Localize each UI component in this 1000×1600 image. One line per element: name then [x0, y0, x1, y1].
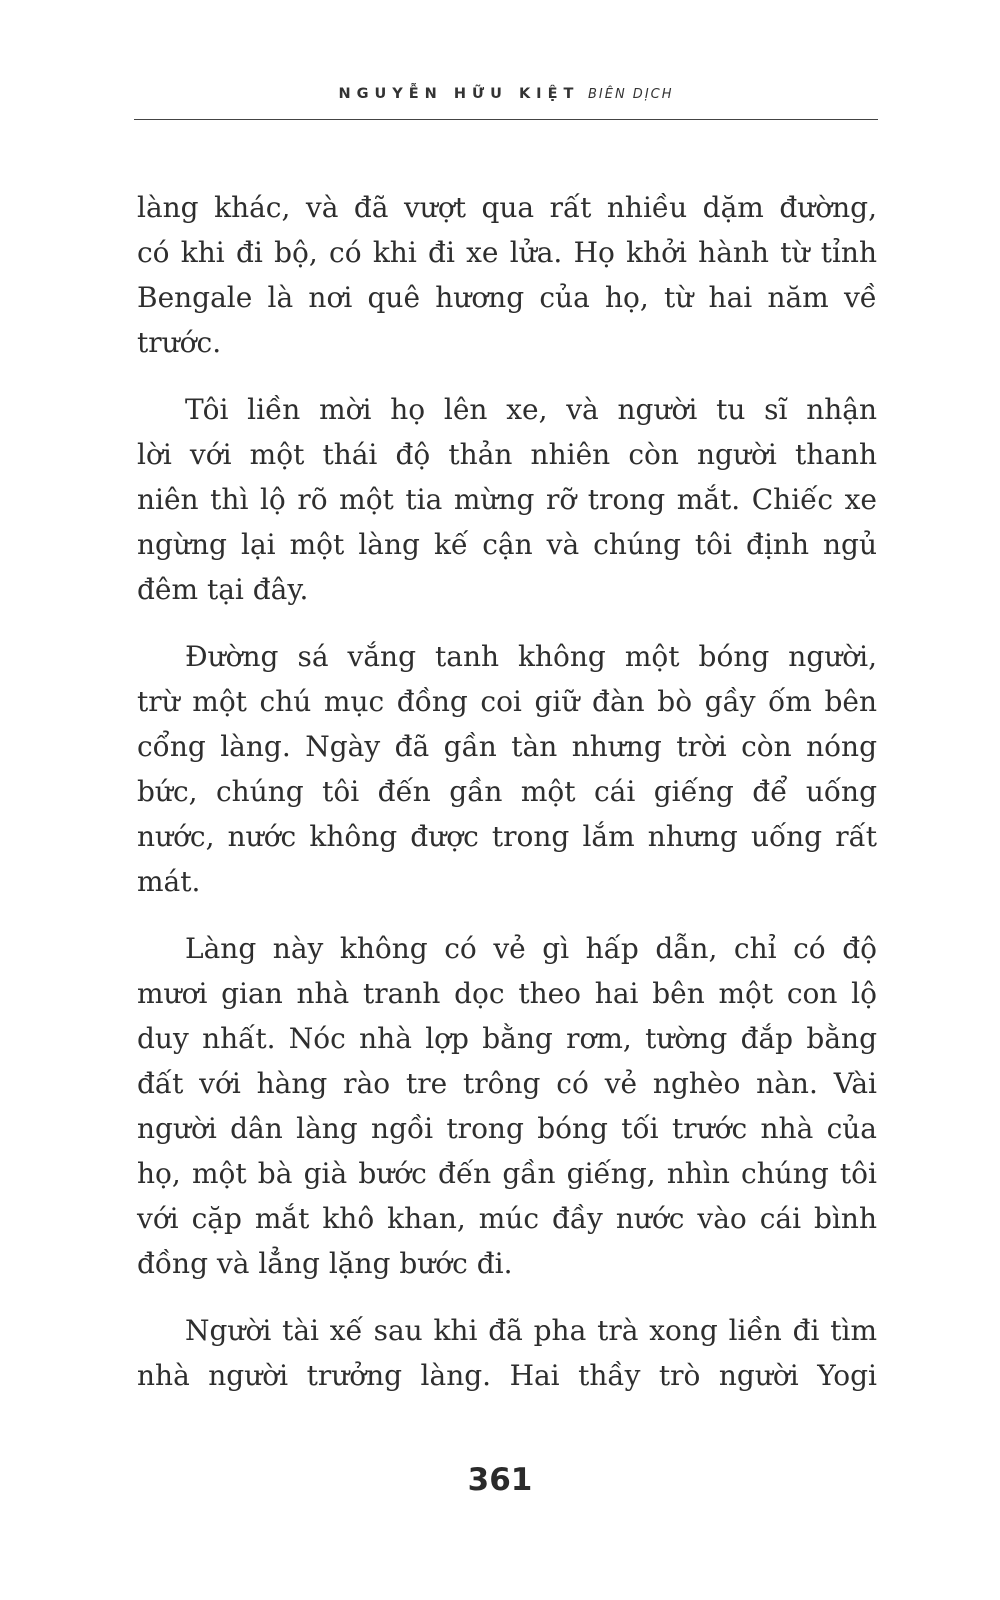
text-line: nước, nước không được trong lắm nhưng uống rất — [137, 820, 877, 853]
text-line: họ, một bà già bước đến gần giếng, nhìn chúng tôi — [137, 1157, 877, 1190]
header-author: NGUYỄN HỮU KIỆT — [338, 86, 580, 102]
running-header — [134, 86, 878, 102]
text-line: có khi đi bộ, có khi đi xe lửa. Họ khởi hành từ tỉnh — [137, 236, 877, 269]
text-line: trừ một chú mục đồng coi giữ đàn bò gầy ốm bên — [137, 685, 877, 718]
paragraph — [137, 185, 877, 365]
text-line: Tôi liền mời họ lên xe, và người tu sĩ nhận — [185, 393, 877, 426]
header-divider — [134, 119, 878, 120]
text-line: mươi gian nhà tranh dọc theo hai bên một con lộ — [137, 977, 877, 1010]
text-line: nhà người trưởng làng. Hai thầy trò người Yogi — [137, 1359, 877, 1392]
paragraph — [137, 387, 877, 612]
text-line: làng khác, và đã vượt qua rất nhiều dặm đường, — [137, 191, 877, 224]
text-line: trước. — [137, 326, 222, 359]
text-line: lời với một thái độ thản nhiên còn người thanh — [137, 438, 877, 471]
text-line: Làng này không có vẻ gì hấp dẫn, chỉ có độ — [185, 932, 877, 965]
text-line: Người tài xế sau khi đã pha trà xong liền đi tìm — [185, 1314, 877, 1347]
text-line: Bengale là nơi quê hương của họ, từ hai năm về — [137, 281, 877, 314]
text-line: ngừng lại một làng kế cận và chúng tôi định ngủ — [137, 528, 877, 561]
header-role: BIÊN DỊCH — [587, 87, 674, 102]
paragraph — [137, 926, 877, 1286]
text-line: đất với hàng rào tre trông có vẻ nghèo nàn. Vài — [137, 1067, 877, 1100]
paragraph — [137, 1308, 877, 1398]
text-line: người dân làng ngồi trong bóng tối trước nhà của — [137, 1112, 877, 1145]
text-line: với cặp mắt khô khan, múc đầy nước vào cái bình — [137, 1202, 877, 1235]
text-line: đồng và lẳng lặng bước đi. — [137, 1247, 513, 1280]
text-line: đêm tại đây. — [137, 573, 309, 606]
text-line: duy nhất. Nóc nhà lợp bằng rơm, tường đắp bằng — [137, 1022, 877, 1055]
text-line: cổng làng. Ngày đã gần tàn nhưng trời còn nóng — [137, 730, 877, 763]
text-line: bức, chúng tôi đến gần một cái giếng để uống — [137, 775, 877, 808]
body-text — [137, 185, 877, 1420]
paragraph — [137, 634, 877, 904]
text-line: Đường sá vắng tanh không một bóng người, — [185, 640, 877, 673]
text-line: mát. — [137, 865, 201, 898]
text-line: niên thì lộ rõ một tia mừng rỡ trong mắt. Chiếc xe — [137, 483, 877, 516]
page-number: 361 — [467, 1462, 533, 1498]
